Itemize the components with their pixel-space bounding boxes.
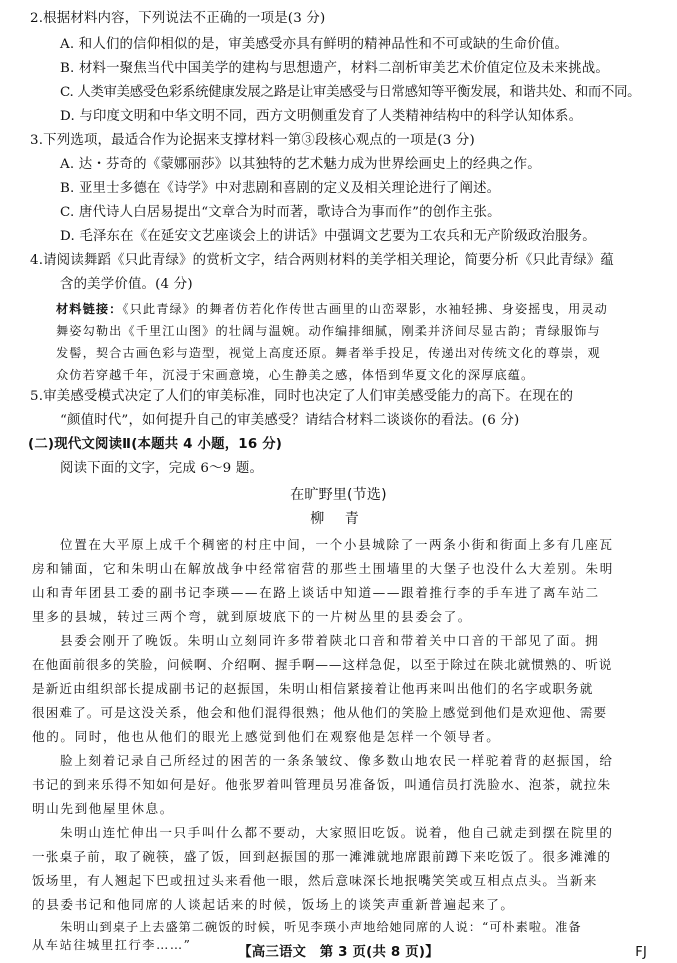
q3-option-a: A. 达・芬奇的《蒙娜丽莎》以其独特的艺术魅力成为世界绘画史上的经典之作。	[60, 157, 541, 172]
q2-option-b: B. 材料一聚焦当代中国美学的建构与思想遗产，材料二剖析审美艺术价值定位及未来挑战。	[60, 61, 609, 76]
article-line: 脸上刻着记录自己所经过的困苦的一条条皱纹、像多数山地农民一样驼着背的赵振国，给	[60, 753, 614, 768]
q5-line2: “颜值时代”，如何提升自己的审美感受？请结合材料二谈谈你的看法。(6 分)	[60, 413, 520, 428]
q2-option-d: D. 与印度文明和中华文明不同，西方文明侧重发育了人类精神结构中的科学认知体系。	[60, 109, 583, 124]
article-line: 明山先到他屋里休息。	[32, 801, 174, 816]
q2-option-a: A. 和人们的信仰相似的是，审美感受亦具有鲜明的精神品性和不可或缺的生命价值。	[60, 37, 569, 52]
q2-option-c: C. 人类审美感受色彩系统健康发展之路是让审美感受与日常感知等平衡发展，和谐共处、和而不同。	[60, 85, 641, 100]
page-footer: 【高三语文 第 3 页(共 8 页)】	[238, 945, 439, 960]
article-line: 朱明山连忙伸出一只手叫什么都不要动，大家照旧吃饭。说着，他自己就走到摆在院里的	[60, 825, 614, 840]
article-line: 是新近由组织部长提成副书记的赵振国，朱明山相信紧接着让他再来叫出他们的名字或职务就	[32, 681, 594, 696]
q4-material-line1	[56, 300, 608, 318]
article-line: 县委会刚开了晚饭。朱明山立刻同许多带着陕北口音和带着关中口音的干部见了面。拥	[60, 633, 600, 648]
q5-line1: 5.审美感受模式决定了人们的审美标准，同时也决定了人们审美感受能力的高下。在现在的	[30, 389, 574, 404]
q4-material-line3: 发髻，契合古画色彩与造型，视觉上高度还原。舞者举手投足，传递出对传统文化的尊崇，观	[56, 346, 601, 360]
section-instruction: 阅读下面的文字，完成 6～9 题。	[60, 461, 264, 476]
material-text: 《只此青绿》的舞者仿若化作传世古画里的山峦翠影，水袖轻拂、身姿摇曳，用灵动	[122, 302, 608, 316]
q2-stem: 2.根据材料内容，下列说法不正确的一项是(3 分)	[30, 11, 326, 26]
article-line: 从车站往城里扛行李……”	[32, 938, 192, 952]
article-line: 里多的县城，转过三两个弯，就到原坡底下的一片树丛里的县委会了。	[32, 609, 473, 624]
article-author: 柳 青	[310, 511, 367, 527]
article-line: 他的。同时，他也从他们的眼光上感觉到他们在观察他是怎样一个领导者。	[32, 729, 501, 744]
article-line: 房和铺面，它和朱明山在解放战争中经常宿营的那些土围墙里的大堡子也没什么大差别。朱明	[32, 561, 614, 576]
article-line: 的县委书记和他同席的人谈起话来的时候，饭场上的谈笑声重新普遍起来了。	[32, 897, 515, 912]
footer-code: FJ	[635, 945, 647, 960]
article-line: 书记的到来乐得不知如何是好。他张罗着叫管理员另准备饭，叫通信员打洗脸水、泡茶，就拉朱	[32, 777, 612, 792]
article-line: 位置在大平原上成千个稠密的村庄中间，一个小县城除了一两条小街和街面上多有几座瓦	[60, 537, 614, 552]
q3-option-c: C. 唐代诗人白居易提出“文章合为时而著，歌诗合为事而作”的创作主张。	[60, 205, 501, 220]
article-line: 很困难了。可是这没关系，他会和他们混得很熟；他从他们的笑脸上感觉到他们是欢迎他、需要	[32, 705, 608, 720]
article-line: 一张桌子前，取了碗筷，盛了饭，回到赵振国的那一滩滩就地席跟前蹲下来吃饭了。很多滩滩的	[32, 849, 612, 864]
material-link-label: 材料链接：	[56, 302, 123, 316]
q3-option-d: D. 毛泽东在《在延安文艺座谈会上的讲话》中强调文艺要为工农兵和无产阶级政治服务。	[60, 229, 596, 244]
q3-option-b: B. 亚里士多德在《诗学》中对悲剧和喜剧的定义及相关理论进行了阐述。	[60, 181, 501, 196]
q3-stem: 3.下列选项，最适合作为论据来支撑材料一第③段核心观点的一项是(3 分)	[30, 133, 475, 148]
q4-stem-line2: 含的美学价值。(4 分)	[60, 277, 193, 292]
section-header: (二)现代文阅读Ⅱ(本题共 4 小题，16 分)	[28, 437, 283, 452]
article-line: 饭场里，有人翘起下巴或扭过头来看他一眼，然后意味深长地抿嘴笑笑或互相点点头。当新来	[32, 873, 598, 888]
article-line: 朱明山到桌子上去盛第二碗饭的时候，听见李瑛小声地给她同席的人说：“可朴素啦。准备	[60, 920, 582, 934]
q4-stem-line1: 4.请阅读舞蹈《只此青绿》的赏析文字，结合两则材料的美学相关理论，简要分析《只此青绿》蕴	[30, 253, 614, 268]
q4-material-line2: 舞姿勾勒出《千里江山图》的壮阔与温婉。动作编排细腻，刚柔并济间尽显古韵；青绿服饰与	[56, 324, 601, 338]
article-line: 山和青年团县工委的副书记李瑛——在路上谈话中知道——跟着推行李的手车进了离车站二	[32, 585, 600, 600]
q4-material-line4: 众仿若穿越千年，沉浸于宋画意境，心生静美之感，体悟到华夏文化的深厚底蕴。	[56, 368, 535, 382]
article-title: 在旷野里(节选)	[290, 487, 387, 503]
article-line: 在他面前很多的笑脸，问候啊、介绍啊、握手啊——这样急促，以至于除过在陕北就惯熟的、听说	[32, 657, 613, 672]
